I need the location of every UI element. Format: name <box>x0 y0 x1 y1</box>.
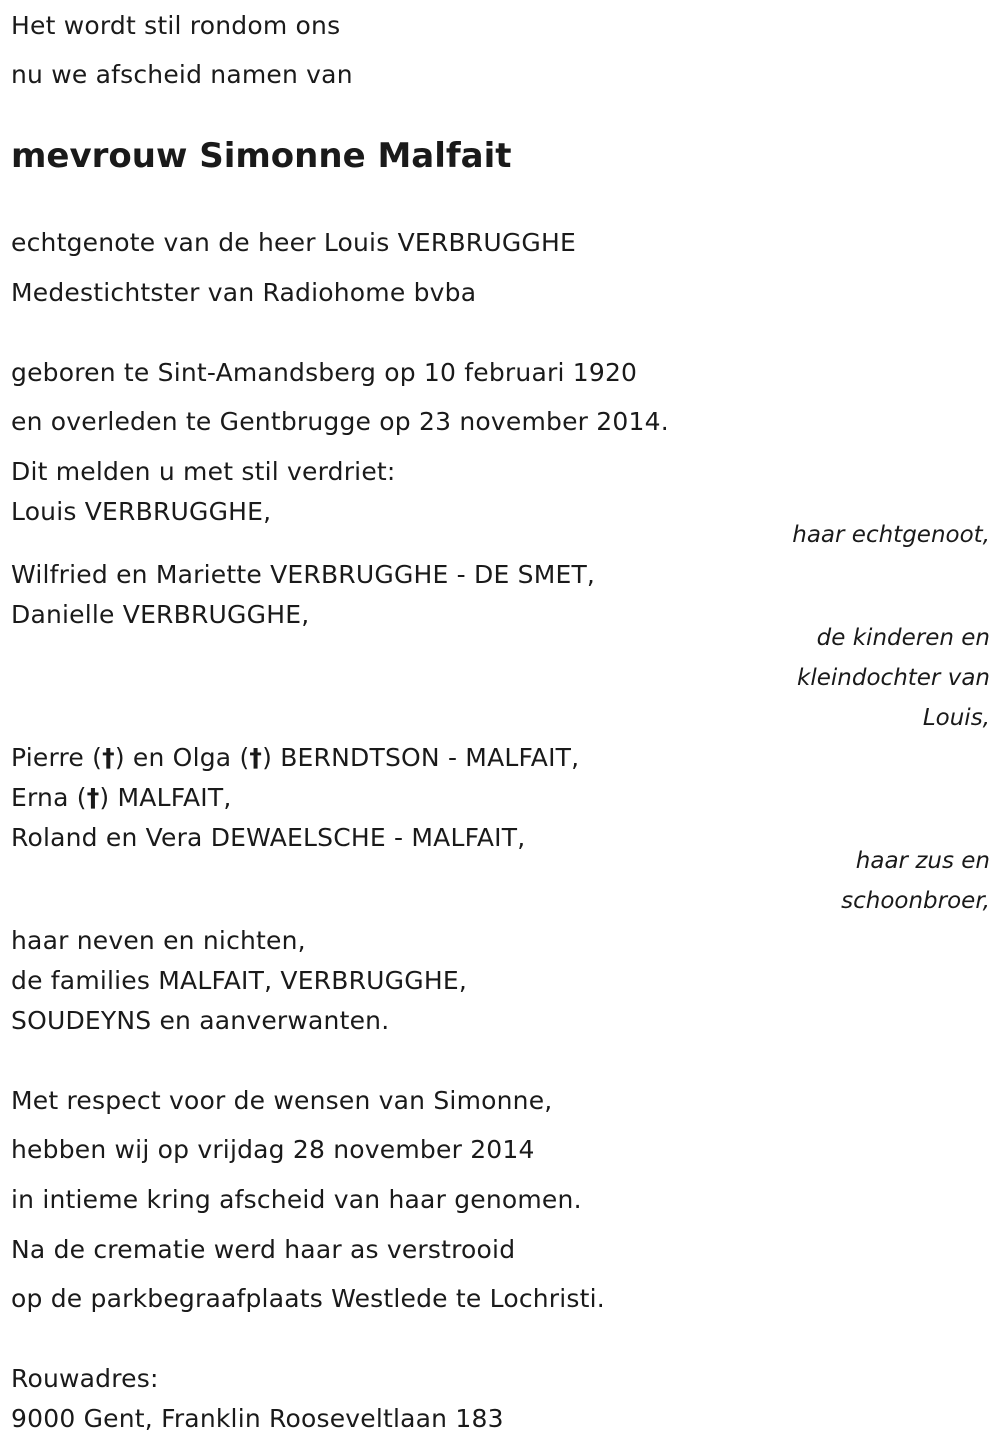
name-part: ) en Olga ( <box>114 743 250 772</box>
cross-icon: † <box>249 743 263 772</box>
name-part: Erna ( <box>11 783 87 812</box>
mourner-name <box>11 782 231 814</box>
role-line: Medestichtster van Radiohome bvba <box>11 278 477 307</box>
farewell-line: hebben wij op vrijdag 28 november 2014 <box>11 1135 535 1164</box>
deceased-name: mevrouw Simonne Malfait <box>11 136 512 176</box>
born-line: geboren te Sint-Amandsberg op 10 februari 1920 <box>11 358 638 387</box>
mourner-name: Wilfried en Mariette VERBRUGGHE - DE SMET, <box>11 560 596 589</box>
name-part: Pierre ( <box>11 743 103 772</box>
farewell-line: Na de crematie werd haar as verstrooid <box>11 1235 516 1264</box>
cross-icon: † <box>86 783 100 812</box>
cross-icon: † <box>102 743 115 772</box>
died-line: en overleden te Gentbrugge op 23 november 2014. <box>11 407 669 436</box>
relation-label: kleindochter van <box>797 665 990 691</box>
spouse-line: echtgenote van de heer Louis VERBRUGGHE <box>11 228 577 257</box>
mourner-name: Louis VERBRUGGHE, <box>11 497 272 526</box>
announcement-line: Dit melden u met stil verdriet: <box>11 457 396 486</box>
mourner-name <box>11 742 579 774</box>
relation-label: haar zus en <box>855 848 990 874</box>
mourner-name: SOUDEYNS en aanverwanten. <box>11 1006 390 1035</box>
farewell-line: op de parkbegraafplaats Westlede te Lochristi. <box>11 1284 605 1313</box>
farewell-line: Met respect voor de wensen van Simonne, <box>11 1086 553 1115</box>
farewell-line: in intieme kring afscheid van haar genomen. <box>11 1185 582 1214</box>
relation-label: haar echtgenoot, <box>792 522 990 548</box>
name-part: ) BERNDTSON - MALFAIT, <box>262 743 580 772</box>
address-value: 9000 Gent, Franklin Rooseveltlaan 183 <box>11 1404 504 1433</box>
address-label: Rouwadres: <box>11 1364 159 1393</box>
mourner-name: haar neven en nichten, <box>11 926 306 955</box>
relation-label: schoonbroer, <box>841 888 990 914</box>
relation-label: Louis, <box>922 705 990 731</box>
mourner-name: Roland en Vera DEWAELSCHE - MALFAIT, <box>11 823 526 852</box>
intro-line-1: Het wordt stil rondom ons <box>11 11 341 40</box>
intro-line-2: nu we afscheid namen van <box>11 60 353 89</box>
name-part: ) MALFAIT, <box>99 783 232 812</box>
mourner-name: de families MALFAIT, VERBRUGGHE, <box>11 966 467 995</box>
mourner-name: Danielle VERBRUGGHE, <box>11 600 310 629</box>
relation-label: de kinderen en <box>816 625 990 651</box>
